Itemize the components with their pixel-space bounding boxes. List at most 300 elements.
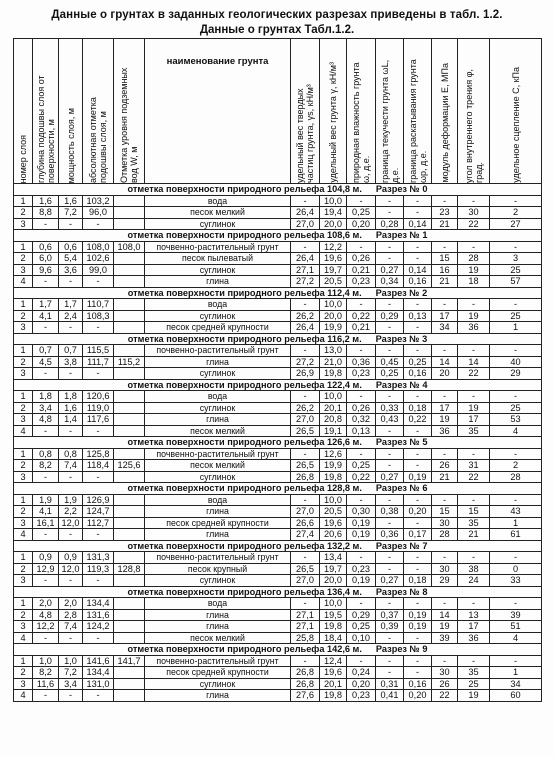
cell-modulus: 21	[432, 218, 458, 230]
cell-soil-name: почвенно-растительный грунт	[145, 345, 291, 357]
cell-thickness: 7,4	[59, 621, 83, 633]
cell-gamma: 20,6	[320, 529, 347, 541]
cell-plastic-limit: 0,25	[404, 356, 432, 368]
cell-friction-angle: -	[458, 345, 490, 357]
cell-modulus: 16	[432, 264, 458, 276]
table-row	[14, 356, 542, 368]
cell-water-mark	[114, 322, 145, 334]
cell-water-mark	[114, 207, 145, 219]
cell-soil-name: глина	[145, 621, 291, 633]
cell-modulus: 19	[432, 414, 458, 426]
cell-moisture: 0,22	[347, 471, 376, 483]
cell-moisture: 0,10	[347, 632, 376, 644]
cell-cohesion: 1	[490, 322, 542, 334]
cell-moisture: 0,26	[347, 253, 376, 265]
cell-plastic-limit: -	[404, 517, 432, 529]
section-header-row	[14, 437, 542, 449]
cell-soil-name: глина	[145, 356, 291, 368]
cell-modulus: 30	[432, 667, 458, 679]
cell-plastic-limit: 0,19	[404, 471, 432, 483]
section-header	[14, 230, 542, 242]
cell-gamma: 19,1	[320, 425, 347, 437]
cell-gamma-s: 27,0	[291, 575, 320, 587]
cell-plastic-limit: 0,20	[404, 690, 432, 702]
cell-layer-no: 3	[14, 575, 33, 587]
cell-gamma: 19,4	[320, 207, 347, 219]
table-row	[14, 563, 542, 575]
header-liquid-limit: граница текучести грунта ωL, д.е.	[376, 39, 404, 184]
cell-cohesion: -	[490, 345, 542, 357]
cut-label: Разрез № 2	[375, 287, 428, 298]
table-row	[14, 517, 542, 529]
cell-moisture: 0,25	[347, 460, 376, 472]
cell-depth: 8,8	[33, 207, 59, 219]
cell-water-mark: 108,0	[114, 241, 145, 253]
cell-modulus: 20	[432, 368, 458, 380]
table-row	[14, 264, 542, 276]
cell-liquid-limit: 0,25	[376, 368, 404, 380]
cell-modulus: -	[432, 655, 458, 667]
cell-gamma-s: -	[291, 494, 320, 506]
cell-water-mark	[114, 621, 145, 633]
cell-thickness: 2,0	[59, 598, 83, 610]
cell-plastic-limit: -	[404, 563, 432, 575]
relief-mark: отметка поверхности природного рельефа 128,8 м.	[127, 483, 362, 493]
cell-water-mark: 128,8	[114, 563, 145, 575]
cell-layer-no: 3	[14, 322, 33, 334]
table-row	[14, 218, 542, 230]
cut-label: Разрез № 6	[375, 483, 428, 493]
cell-gamma: 20,0	[320, 310, 347, 322]
cell-depth: -	[33, 471, 59, 483]
cell-thickness: 1,0	[59, 655, 83, 667]
cell-depth: 16,1	[33, 517, 59, 529]
page-heading: Данные о грунтах в заданных геологических разрезах приведены в табл. 1.2.	[51, 9, 503, 21]
cell-abs-mark: -	[83, 471, 114, 483]
cell-gamma: 13,4	[320, 552, 347, 564]
header-layer-no: номер слоя	[14, 39, 33, 184]
table-row	[14, 253, 542, 265]
cell-thickness: 3,8	[59, 356, 83, 368]
cell-modulus: -	[432, 448, 458, 460]
cell-friction-angle: 36	[458, 322, 490, 334]
cell-depth: -	[33, 529, 59, 541]
cell-cohesion: -	[490, 655, 542, 667]
cell-thickness: 0,9	[59, 552, 83, 564]
cell-liquid-limit: 0,27	[376, 471, 404, 483]
cell-abs-mark: 131,3	[83, 552, 114, 564]
cell-friction-angle: 13	[458, 609, 490, 621]
cell-layer-no: 1	[14, 345, 33, 357]
cell-abs-mark: 126,9	[83, 494, 114, 506]
cell-thickness: -	[59, 575, 83, 587]
cell-depth: 8,2	[33, 460, 59, 472]
cell-soil-name: суглинок	[145, 471, 291, 483]
cell-friction-angle: -	[458, 598, 490, 610]
section-header-row	[14, 230, 542, 242]
cell-soil-name: глина	[145, 690, 291, 702]
cell-thickness: 2,2	[59, 506, 83, 518]
cell-depth: 0,7	[33, 345, 59, 357]
cell-depth: 4,8	[33, 414, 59, 426]
cell-liquid-limit: -	[376, 253, 404, 265]
cell-friction-angle: -	[458, 299, 490, 311]
cut-label: Разрез № 3	[375, 333, 428, 344]
cell-gamma: 20,5	[320, 506, 347, 518]
cell-water-mark	[114, 414, 145, 426]
cell-thickness: 1,4	[59, 414, 83, 426]
cell-cohesion: 53	[490, 414, 542, 426]
cell-water-mark	[114, 264, 145, 276]
cell-gamma-s: -	[291, 598, 320, 610]
cell-gamma: 19,7	[320, 264, 347, 276]
cell-cohesion: -	[490, 241, 542, 253]
cell-layer-no: 1	[14, 391, 33, 403]
cell-gamma: 12,4	[320, 655, 347, 667]
cell-soil-name: суглинок	[145, 218, 291, 230]
cell-layer-no: 1	[14, 552, 33, 564]
cell-abs-mark: -	[83, 218, 114, 230]
cell-gamma-s: 26,9	[291, 368, 320, 380]
cut-label: Разрез № 1	[375, 230, 428, 240]
cut-label: Разрез № 4	[375, 379, 428, 390]
cell-water-mark	[114, 517, 145, 529]
cell-water-mark	[114, 345, 145, 357]
relief-mark: отметка поверхности природного рельефа 104,8 м.	[127, 184, 362, 194]
cell-cohesion: -	[490, 552, 542, 564]
header-abs-mark: абсолютная отметка подошвы слоя, м	[83, 39, 114, 184]
cell-friction-angle: 36	[458, 632, 490, 644]
cell-water-mark	[114, 448, 145, 460]
header-friction-angle: угол внутреннего трения φ, град.	[458, 39, 490, 184]
table-title: Данные о грунтах Табл.1.2.	[199, 24, 355, 36]
cell-depth: 1,9	[33, 494, 59, 506]
cell-thickness: 3,4	[59, 678, 83, 690]
cell-depth: 3,4	[33, 402, 59, 414]
cell-cohesion: 27	[490, 218, 542, 230]
cell-modulus: 17	[432, 310, 458, 322]
cell-moisture: 0,26	[347, 402, 376, 414]
cell-cohesion: -	[490, 494, 542, 506]
cell-plastic-limit: -	[404, 667, 432, 679]
cell-plastic-limit: 0,20	[404, 506, 432, 518]
cell-modulus: 15	[432, 506, 458, 518]
cell-depth: -	[33, 690, 59, 702]
cell-depth: 1,6	[33, 195, 59, 207]
cell-water-mark	[114, 310, 145, 322]
cell-water-mark	[114, 402, 145, 414]
cell-layer-no: 3	[14, 414, 33, 426]
cell-liquid-limit: 0,27	[376, 575, 404, 587]
cell-thickness: 12,0	[59, 563, 83, 575]
cell-thickness: 3,6	[59, 264, 83, 276]
cell-gamma: 19,8	[320, 690, 347, 702]
cell-modulus: 26	[432, 678, 458, 690]
cell-cohesion: 33	[490, 575, 542, 587]
section-header-row	[14, 540, 542, 552]
section-header	[14, 540, 542, 552]
cell-gamma-s: 27,1	[291, 609, 320, 621]
cell-moisture: -	[347, 345, 376, 357]
cell-depth: 11,6	[33, 678, 59, 690]
header-moisture: природная влажность грунта ω, д.е.	[347, 39, 376, 184]
cell-gamma-s: 27,4	[291, 529, 320, 541]
cell-gamma: 10,0	[320, 195, 347, 207]
cell-gamma-s: 26,8	[291, 471, 320, 483]
cell-gamma-s: 27,0	[291, 506, 320, 518]
cell-moisture: 0,36	[347, 356, 376, 368]
table-row	[14, 632, 542, 644]
cell-gamma-s: 26,6	[291, 517, 320, 529]
cell-layer-no: 1	[14, 448, 33, 460]
table-row	[14, 368, 542, 380]
cell-depth: 1,0	[33, 655, 59, 667]
cell-gamma-s: 26,2	[291, 402, 320, 414]
cell-water-mark	[114, 552, 145, 564]
cell-thickness: -	[59, 471, 83, 483]
cell-cohesion: 25	[490, 402, 542, 414]
cell-abs-mark: 141,6	[83, 655, 114, 667]
table-body	[14, 184, 542, 702]
cell-cohesion: 2	[490, 460, 542, 472]
cell-gamma-s: 26,4	[291, 322, 320, 334]
cell-modulus: -	[432, 345, 458, 357]
cell-plastic-limit: -	[404, 632, 432, 644]
cell-thickness: 1,8	[59, 391, 83, 403]
cell-friction-angle: 19	[458, 264, 490, 276]
cell-cohesion: 1	[490, 667, 542, 679]
cell-depth: 4,1	[33, 506, 59, 518]
cell-gamma-s: 27,2	[291, 356, 320, 368]
cell-abs-mark: 102,6	[83, 253, 114, 265]
cell-cohesion: 39	[490, 609, 542, 621]
cell-layer-no: 2	[14, 310, 33, 322]
cell-water-mark	[114, 690, 145, 702]
cell-plastic-limit: -	[404, 253, 432, 265]
cut-label: Разрез № 8	[375, 586, 428, 597]
cell-liquid-limit: 0,29	[376, 310, 404, 322]
cell-liquid-limit: -	[376, 598, 404, 610]
cell-liquid-limit: 0,39	[376, 621, 404, 633]
cell-plastic-limit: 0,16	[404, 678, 432, 690]
cell-moisture: 0,23	[347, 690, 376, 702]
cell-depth: 4,5	[33, 356, 59, 368]
cell-friction-angle: 22	[458, 368, 490, 380]
cell-abs-mark: 111,7	[83, 356, 114, 368]
cell-water-mark	[114, 632, 145, 644]
cell-cohesion: -	[490, 598, 542, 610]
cell-friction-angle: 31	[458, 460, 490, 472]
cell-gamma-s: -	[291, 391, 320, 403]
cell-friction-angle: 14	[458, 356, 490, 368]
table-row	[14, 402, 542, 414]
cell-abs-mark: 108,3	[83, 310, 114, 322]
cell-depth: 1,7	[33, 299, 59, 311]
cell-abs-mark: 117,6	[83, 414, 114, 426]
cell-depth: 12,2	[33, 621, 59, 633]
cell-gamma: 20,1	[320, 678, 347, 690]
cell-soil-name: песок пылеватый	[145, 253, 291, 265]
cell-liquid-limit: -	[376, 322, 404, 334]
header-thickness: мощность слоя, м	[59, 39, 83, 184]
cell-friction-angle: 19	[458, 310, 490, 322]
cell-gamma-s: -	[291, 195, 320, 207]
cell-depth: -	[33, 276, 59, 288]
cell-soil-name: суглинок	[145, 575, 291, 587]
cell-moisture: -	[347, 448, 376, 460]
cell-gamma: 20,0	[320, 218, 347, 230]
table-row	[14, 529, 542, 541]
cell-layer-no: 3	[14, 621, 33, 633]
cell-thickness: -	[59, 276, 83, 288]
cell-liquid-limit: -	[376, 517, 404, 529]
cell-layer-no: 3	[14, 471, 33, 483]
cell-thickness: 0,6	[59, 241, 83, 253]
cell-water-mark	[114, 425, 145, 437]
cell-gamma: 19,8	[320, 621, 347, 633]
cell-cohesion: 60	[490, 690, 542, 702]
cell-water-mark: 141,7	[114, 655, 145, 667]
cell-abs-mark: 110,7	[83, 299, 114, 311]
section-header-row	[14, 483, 542, 495]
table-row	[14, 276, 542, 288]
cell-friction-angle: 28	[458, 253, 490, 265]
cell-layer-no: 1	[14, 195, 33, 207]
cell-friction-angle: 35	[458, 425, 490, 437]
cell-soil-name: вода	[145, 299, 291, 311]
cell-depth: 1,8	[33, 391, 59, 403]
cell-abs-mark: -	[83, 575, 114, 587]
cell-gamma: 19,6	[320, 253, 347, 265]
cell-soil-name: почвенно-растительный грунт	[145, 241, 291, 253]
cell-modulus: 30	[432, 517, 458, 529]
cell-gamma-s: 26,5	[291, 425, 320, 437]
cell-abs-mark: -	[83, 322, 114, 334]
cell-friction-angle: 25	[458, 678, 490, 690]
cell-moisture: 0,29	[347, 609, 376, 621]
table-row	[14, 322, 542, 334]
cell-thickness: -	[59, 322, 83, 334]
cell-modulus: 22	[432, 690, 458, 702]
cell-plastic-limit: 0,18	[404, 575, 432, 587]
cell-plastic-limit: -	[404, 299, 432, 311]
cell-gamma: 10,0	[320, 494, 347, 506]
cell-liquid-limit: 0,43	[376, 414, 404, 426]
cell-gamma: 19,9	[320, 322, 347, 334]
relief-mark: отметка поверхности природного рельефа 126,6 м.	[127, 437, 362, 447]
cell-thickness: 0,7	[59, 345, 83, 357]
cell-moisture: 0,23	[347, 563, 376, 575]
cell-layer-no: 2	[14, 207, 33, 219]
cell-gamma: 19,7	[320, 563, 347, 575]
cell-moisture: 0,19	[347, 575, 376, 587]
cell-cohesion: 51	[490, 621, 542, 633]
cell-soil-name: вода	[145, 195, 291, 207]
cell-water-mark	[114, 575, 145, 587]
cell-abs-mark: 118,4	[83, 460, 114, 472]
cell-friction-angle: 38	[458, 563, 490, 575]
cell-abs-mark: -	[83, 368, 114, 380]
cell-cohesion: 29	[490, 368, 542, 380]
cell-cohesion: 25	[490, 310, 542, 322]
cell-liquid-limit: 0,31	[376, 678, 404, 690]
cell-soil-name: почвенно-растительный грунт	[145, 448, 291, 460]
cell-thickness: -	[59, 690, 83, 702]
cell-friction-angle: 22	[458, 471, 490, 483]
cell-thickness: 1,6	[59, 195, 83, 207]
cell-soil-name: песок мелкий	[145, 460, 291, 472]
cell-modulus: 15	[432, 253, 458, 265]
cell-depth: 4,1	[33, 310, 59, 322]
header-plastic-limit: граница раскатывания грунта ωp, д.е.	[404, 39, 432, 184]
cell-layer-no: 4	[14, 690, 33, 702]
cell-abs-mark: 99,0	[83, 264, 114, 276]
table-row	[14, 609, 542, 621]
cell-friction-angle: 22	[458, 218, 490, 230]
table-row	[14, 506, 542, 518]
cell-layer-no: 1	[14, 299, 33, 311]
cell-layer-no: 3	[14, 517, 33, 529]
cell-water-mark	[114, 391, 145, 403]
cell-thickness: 7,4	[59, 460, 83, 472]
cell-soil-name: песок мелкий	[145, 425, 291, 437]
cell-cohesion: 4	[490, 425, 542, 437]
cell-cohesion: 25	[490, 264, 542, 276]
cell-soil-name: суглинок	[145, 310, 291, 322]
cell-modulus: -	[432, 552, 458, 564]
cell-layer-no: 1	[14, 494, 33, 506]
cell-modulus: -	[432, 241, 458, 253]
cell-plastic-limit: -	[404, 241, 432, 253]
relief-mark: отметка поверхности природного рельефа 122,4 м.	[127, 379, 362, 390]
cell-soil-name: суглинок	[145, 368, 291, 380]
cell-gamma: 13,0	[320, 345, 347, 357]
cell-soil-name: песок средней крупности	[145, 322, 291, 334]
cell-gamma: 10,0	[320, 391, 347, 403]
cell-gamma-s: 26,4	[291, 253, 320, 265]
section-header	[14, 483, 542, 495]
cell-liquid-limit: -	[376, 655, 404, 667]
relief-mark: отметка поверхности природного рельефа 136,4 м.	[127, 586, 362, 597]
cell-moisture: 0,24	[347, 667, 376, 679]
cell-moisture: 0,23	[347, 276, 376, 288]
cell-depth: 6,0	[33, 253, 59, 265]
cell-liquid-limit: 0,37	[376, 609, 404, 621]
cell-plastic-limit: -	[404, 391, 432, 403]
cell-friction-angle: -	[458, 552, 490, 564]
cell-water-mark	[114, 598, 145, 610]
table-row	[14, 690, 542, 702]
cell-gamma-s: 26,5	[291, 460, 320, 472]
table-row	[14, 425, 542, 437]
table-row	[14, 621, 542, 633]
cell-plastic-limit: -	[404, 207, 432, 219]
cell-layer-no: 1	[14, 655, 33, 667]
cell-soil-name: глина	[145, 529, 291, 541]
cell-soil-name: глина	[145, 609, 291, 621]
cell-gamma-s: -	[291, 655, 320, 667]
cell-abs-mark: 103,2	[83, 195, 114, 207]
cell-layer-no: 2	[14, 506, 33, 518]
cell-gamma-s: -	[291, 241, 320, 253]
cell-friction-angle: -	[458, 448, 490, 460]
cell-friction-angle: 35	[458, 667, 490, 679]
cell-liquid-limit: 0,41	[376, 690, 404, 702]
cell-friction-angle: 30	[458, 207, 490, 219]
cell-plastic-limit: -	[404, 598, 432, 610]
cell-friction-angle: 19	[458, 690, 490, 702]
cell-layer-no: 2	[14, 356, 33, 368]
